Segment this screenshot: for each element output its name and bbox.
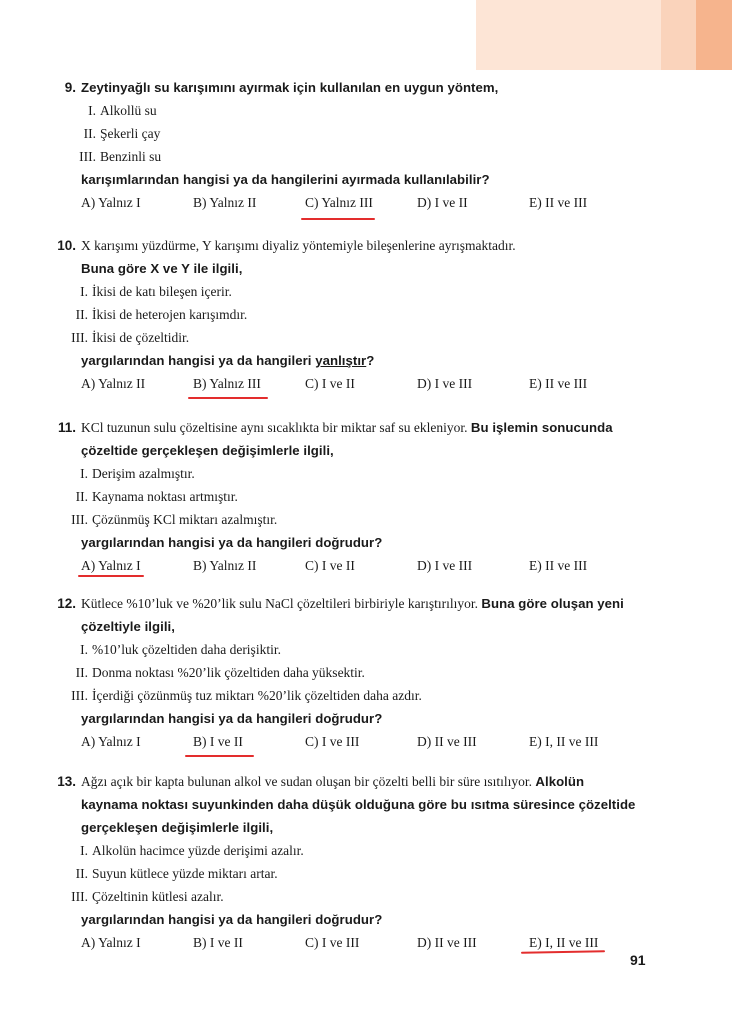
- statement-2: II. İkisi de heterojen karışımdır.: [75, 307, 248, 322]
- question-12: [0, 594, 732, 755]
- statement-1: I. Alkolün hacimce yüzde derişimi azalır.: [80, 843, 304, 858]
- statement-1: I. %10’luk çözeltiden daha derişiktir.: [80, 642, 281, 657]
- statement-3: III. İçerdiği çözünmüş tuz miktarı %20’lik çözeltiden daha azdır.: [71, 688, 422, 703]
- option-c[interactable]: C) I ve II: [305, 376, 355, 391]
- option-b[interactable]: B) I ve II: [193, 734, 243, 749]
- question-stem-continued: kaynama noktası suyunkinden daha düşük olduğuna göre bu ısıtma süresince çözeltide: [81, 797, 636, 812]
- option-b[interactable]: B) Yalnız II: [193, 195, 257, 210]
- answer-underline-mark: [78, 575, 144, 577]
- option-a[interactable]: A) Yalnız II: [81, 376, 146, 391]
- question-stem: Ağzı açık bir kapta bulunan alkol ve sudan oluşan bir çözelti belli bir süre ısıtılıyor. Alkolün: [81, 774, 585, 789]
- question-13: [0, 772, 732, 956]
- question-11: [0, 418, 732, 579]
- statement-1: I. Derişim azalmıştır.: [80, 466, 195, 481]
- option-b[interactable]: B) I ve II: [193, 935, 243, 950]
- question-number: 11.: [57, 420, 76, 435]
- option-b[interactable]: B) Yalnız III: [193, 376, 261, 391]
- statement-1: I. Alkollü su: [88, 103, 157, 118]
- question-prompt: karışımlarından hangisi ya da hangilerini ayırmada kullanılabilir?: [81, 172, 490, 187]
- question-stem: KCl tuzunun sulu çözeltisine aynı sıcaklıkta bir miktar saf su ekleniyor. Bu işlemin sonucunda: [81, 420, 613, 435]
- answer-options: [81, 195, 641, 215]
- option-d[interactable]: D) II ve III: [417, 935, 477, 950]
- question-prompt: yargılarından hangisi ya da hangileri doğrudur?: [81, 535, 383, 550]
- page-number: 91: [630, 952, 646, 968]
- answer-underline-mark: [301, 218, 375, 220]
- question-prompt: yargılarından hangisi ya da hangileri doğrudur?: [81, 912, 383, 927]
- option-a[interactable]: A) Yalnız I: [81, 935, 141, 950]
- option-c[interactable]: C) Yalnız III: [305, 195, 373, 210]
- header-decoration-light: [476, 0, 661, 70]
- question-stem-continued: çözeltide gerçekleşen değişimlerle ilgili,: [81, 443, 334, 458]
- option-d[interactable]: D) II ve III: [417, 734, 477, 749]
- statement-3: III. İkisi de çözeltidir.: [71, 330, 190, 345]
- option-b[interactable]: B) Yalnız II: [193, 558, 257, 573]
- option-e[interactable]: E) I, II ve III: [529, 734, 599, 749]
- question-10: [0, 236, 732, 397]
- question-9: [0, 78, 732, 216]
- question-stem-continued: çözeltiyle ilgili,: [81, 619, 175, 634]
- header-decoration-mid: [661, 0, 696, 70]
- emphasis-word: yanlıştır: [315, 353, 367, 368]
- answer-options: [81, 734, 641, 754]
- option-c[interactable]: C) I ve III: [305, 734, 360, 749]
- answer-options: [81, 376, 641, 396]
- question-number: 10.: [57, 238, 76, 253]
- option-a[interactable]: A) Yalnız I: [81, 195, 141, 210]
- question-number: 13.: [57, 774, 76, 789]
- question-stem: Kütlece %10’luk ve %20’lik sulu NaCl çözeltileri birbiriyle karıştırılıyor. Buna göre oluşan yeni: [81, 596, 624, 611]
- statement-3: III. Benzinli su: [79, 149, 162, 164]
- option-d[interactable]: D) I ve III: [417, 376, 473, 391]
- option-e[interactable]: E) I, II ve III: [529, 935, 599, 950]
- question-lead: Buna göre X ve Y ile ilgili,: [81, 261, 243, 276]
- option-a[interactable]: A) Yalnız I: [81, 734, 141, 749]
- statement-1: I. İkisi de katı bileşen içerir.: [80, 284, 232, 299]
- header-decoration-dark: [696, 0, 732, 70]
- answer-underline-mark: [185, 755, 254, 757]
- option-c[interactable]: C) I ve III: [305, 935, 360, 950]
- question-prompt: yargılarından hangisi ya da hangileri doğrudur?: [81, 711, 383, 726]
- statement-3: III. Çözeltinin kütlesi azalır.: [71, 889, 224, 904]
- option-e[interactable]: E) II ve III: [529, 376, 588, 391]
- question-prompt: yargılarından hangisi ya da hangileri yanlıştır?: [81, 353, 375, 368]
- question-stem: Zeytinyağlı su karışımını ayırmak için kullanılan en uygun yöntem,: [81, 80, 499, 95]
- option-c[interactable]: C) I ve II: [305, 558, 355, 573]
- option-e[interactable]: E) II ve III: [529, 558, 588, 573]
- question-number: 12.: [57, 596, 76, 611]
- statement-2: II. Suyun kütlece yüzde miktarı artar.: [75, 866, 278, 881]
- option-d[interactable]: D) I ve II: [417, 195, 468, 210]
- answer-options: [81, 558, 641, 578]
- statement-2: II. Şekerli çay: [83, 126, 161, 141]
- question-number: 9.: [64, 80, 76, 95]
- option-a[interactable]: A) Yalnız I: [81, 558, 141, 573]
- question-stem: X karışımı yüzdürme, Y karışımı diyaliz yöntemiyle bileşenlerine ayrışmaktadır.: [81, 238, 516, 253]
- question-stem-continued: gerçekleşen değişimlerle ilgili,: [81, 820, 274, 835]
- option-e[interactable]: E) II ve III: [529, 195, 588, 210]
- statement-2: II. Kaynama noktası artmıştır.: [75, 489, 238, 504]
- statement-3: III. Çözünmüş KCl miktarı azalmıştır.: [71, 512, 278, 527]
- option-d[interactable]: D) I ve III: [417, 558, 473, 573]
- answer-underline-mark: [188, 397, 268, 399]
- statement-2: II. Donma noktası %20’lik çözeltiden daha yüksektir.: [75, 665, 365, 680]
